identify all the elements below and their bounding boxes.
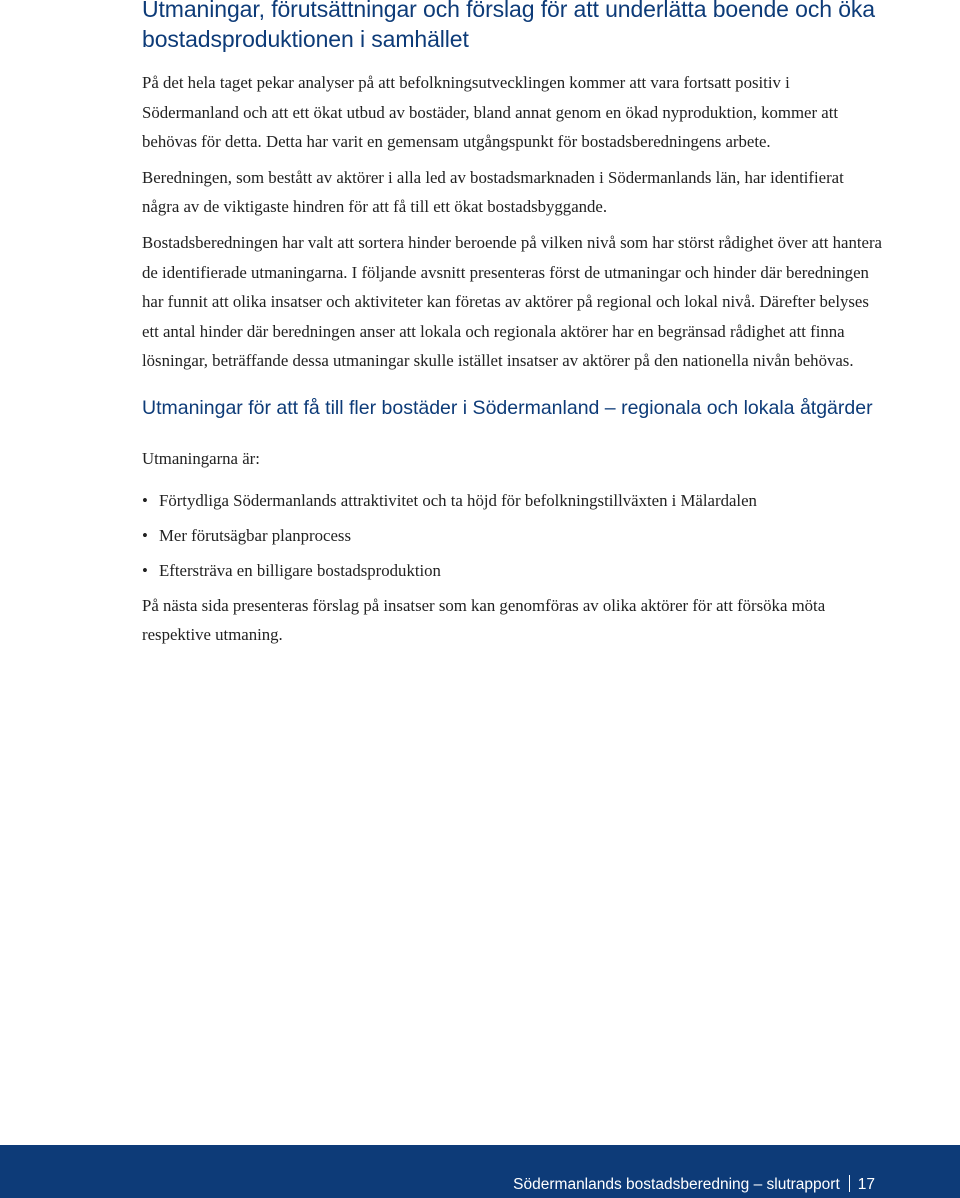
list-item <box>142 521 882 551</box>
paragraph-sortering: Bostadsberedningen har valt att sortera hinder beroende på vilken nivå som har störst rådighet över att hantera de identifierade utmaningarna. I följande avsnitt presenteras först de utmaningar och hinder där beredningen har funnit att olika insatser och aktiviteter kan företas av aktörer på regional och lokal nivå. Därefter belyses ett antal hinder där beredningen anser att lokala och regionala aktörer har en begränsad rådighet att finna lösningar, beträffande dessa utmaningar skulle istället insatser av aktörer på den nationella nivån behövas. <box>142 232 882 371</box>
bullet-icon: • <box>142 490 148 510</box>
footer-bar <box>0 1145 960 1198</box>
paragraph-intro: På det hela taget pekar analyser på att befolkningsutvecklingen kommer att vara fortsatt positiv i Södermanland och att ett ökat utbud av bostäder, bland annat genom en ökad nyproduktion, kommer att behövas för detta. Detta har varit en gemensam utgångspunkt för bostadsberedningens arbete. <box>142 73 839 152</box>
bullet-icon: • <box>142 525 148 545</box>
challenge-list <box>142 486 882 586</box>
list-item-text: Eftersträva en billigare bostadsproduktion <box>159 560 441 580</box>
bullet-icon: • <box>142 560 148 580</box>
page-number: 17 <box>857 1176 875 1193</box>
list-item <box>142 486 882 516</box>
footer-text <box>513 1175 875 1194</box>
list-intro: Utmaningarna är: <box>142 448 260 468</box>
paragraph-beredningen: Beredningen, som bestått av aktörer i alla led av bostadsmarknaden i Södermanlands län, har identifierat några av de viktigaste hindren för att få till ett ökat bostadsbyggande. <box>142 167 844 217</box>
paragraph-closing: På nästa sida presenteras förslag på insatser som kan genomföras av olika aktörer för att försöka möta respektive utmaning. <box>142 595 826 645</box>
page-content <box>142 0 882 656</box>
footer-publication: Södermanlands bostadsberedning – slutrapport <box>513 1176 840 1193</box>
list-item-text: Mer förutsägbar planprocess <box>159 525 351 545</box>
list-item <box>142 556 882 586</box>
subsection-heading: Utmaningar för att få till fler bostäder i Södermanland – regionala och lokala åtgärder <box>142 396 873 419</box>
section-heading: Utmaningar, förutsättningar och förslag för att underlätta boende och öka bostadsproduktionen i samhället <box>142 0 875 52</box>
list-item-text: Förtydliga Södermanlands attraktivitet och ta höjd för befolkningstillväxten i Mälardalen <box>159 490 757 510</box>
footer-divider <box>849 1175 850 1192</box>
